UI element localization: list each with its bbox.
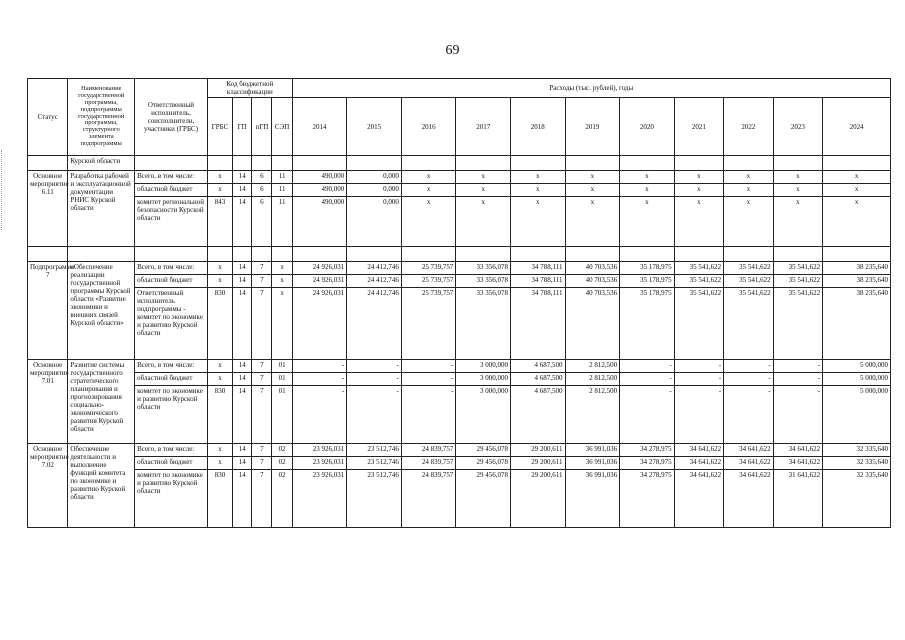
value-cell: 4 687,500 (510, 386, 565, 444)
cell-empty (510, 247, 565, 262)
value-cell: x (456, 184, 511, 197)
program-name-cell: Развитие системы государственного стратегического планирования и прогнозирования социально-экономического развития Курской области (68, 360, 135, 444)
code-cell: x (207, 262, 232, 275)
code-cell: 7 (252, 288, 272, 360)
value-cell: x (510, 197, 565, 247)
header-code-1: ГРБС (207, 98, 232, 156)
value-cell: x (401, 171, 456, 184)
cell-empty (456, 156, 511, 171)
value-cell: - (674, 386, 724, 444)
value-cell: 34 641,622 (674, 470, 724, 528)
table-row (28, 386, 891, 444)
value-cell: 33 356,078 (456, 288, 511, 360)
value-cell: - (401, 373, 456, 386)
table-row (28, 262, 891, 275)
header-status: Статус (28, 79, 68, 156)
code-cell: 14 (233, 262, 252, 275)
header-year: 2019 (565, 98, 620, 156)
value-cell: 35 541,622 (773, 262, 823, 275)
value-cell: 23 512,746 (347, 444, 402, 457)
cell-empty (272, 156, 292, 171)
value-cell: 0,000 (347, 171, 402, 184)
value-cell: 34 641,622 (724, 457, 774, 470)
value-cell: x (674, 171, 724, 184)
value-cell: 34 641,622 (674, 457, 724, 470)
value-cell: 32 335,640 (823, 444, 891, 457)
header-year: 2015 (347, 98, 402, 156)
header-year: 2024 (823, 98, 891, 156)
table-row (28, 171, 891, 184)
responsible-cell: Всего, в том числе: (135, 171, 208, 184)
cell-empty (674, 156, 724, 171)
code-cell: x (207, 171, 232, 184)
value-cell: 0,000 (347, 184, 402, 197)
value-cell: x (620, 184, 675, 197)
code-cell: 7 (252, 386, 272, 444)
spacer-row (28, 247, 891, 262)
value-cell: 35 541,622 (773, 288, 823, 360)
value-cell: 35 541,622 (724, 275, 774, 288)
value-cell: 490,000 (292, 184, 347, 197)
value-cell: 4 687,500 (510, 373, 565, 386)
carry-over-row (28, 156, 891, 171)
value-cell: 40 703,536 (565, 288, 620, 360)
cell-empty (565, 247, 620, 262)
value-cell: 490,000 (292, 197, 347, 247)
value-cell: 0,000 (347, 197, 402, 247)
code-cell: 14 (233, 373, 252, 386)
code-cell: 11 (272, 184, 292, 197)
value-cell: - (347, 373, 402, 386)
code-cell: 843 (207, 197, 232, 247)
value-cell: x (724, 184, 774, 197)
header-responsible: Ответственный исполнитель, соисполнители, участники (ГРБС) (135, 79, 208, 156)
carry-over-text: Курской области (68, 156, 135, 171)
value-cell: 38 235,640 (823, 275, 891, 288)
program-name-cell: Разработка рабочей и эксплуатационной документации РНИС Курской области (68, 171, 135, 247)
code-cell: 7 (252, 360, 272, 373)
value-cell: 25 739,757 (401, 288, 456, 360)
value-cell: 2 812,500 (565, 386, 620, 444)
value-cell: 35 541,622 (674, 288, 724, 360)
value-cell: - (620, 386, 675, 444)
cell-empty (620, 247, 675, 262)
status-cell: Основное мероприятие 6.11 (28, 171, 68, 247)
code-cell: 14 (233, 386, 252, 444)
cell-empty (252, 156, 272, 171)
value-cell: 24 839,757 (401, 444, 456, 457)
value-cell: x (565, 184, 620, 197)
status-cell: Основное мероприятие 7.01 (28, 360, 68, 444)
margin-marks (1, 150, 4, 230)
value-cell: 35 178,975 (620, 275, 675, 288)
value-cell: - (620, 360, 675, 373)
value-cell: 24 412,746 (347, 275, 402, 288)
value-cell: 24 839,757 (401, 457, 456, 470)
code-cell: 7 (252, 262, 272, 275)
value-cell: 24 839,757 (401, 470, 456, 528)
value-cell: x (823, 171, 891, 184)
cell-empty (401, 156, 456, 171)
value-cell: 34 641,622 (724, 444, 774, 457)
value-cell: 2 812,500 (565, 360, 620, 373)
table-row (28, 184, 891, 197)
header-year: 2017 (456, 98, 511, 156)
value-cell: 34 641,622 (773, 457, 823, 470)
cell-empty (135, 247, 208, 262)
value-cell: - (292, 386, 347, 444)
value-cell: - (674, 360, 724, 373)
code-cell: 11 (272, 197, 292, 247)
value-cell: x (823, 184, 891, 197)
value-cell: 29 456,078 (456, 444, 511, 457)
value-cell: x (674, 197, 724, 247)
value-cell: 34 788,111 (510, 275, 565, 288)
status-cell: Основное мероприятие 7.02 (28, 444, 68, 528)
code-cell: x (272, 288, 292, 360)
value-cell: - (401, 386, 456, 444)
value-cell: 3 000,000 (456, 360, 511, 373)
value-cell: 24 412,746 (347, 262, 402, 275)
value-cell: 36 991,036 (565, 470, 620, 528)
cell-empty (28, 156, 68, 171)
header-year: 2018 (510, 98, 565, 156)
value-cell: 5 000,000 (823, 360, 891, 373)
table-row (28, 373, 891, 386)
cell-empty (272, 247, 292, 262)
value-cell: 32 335,640 (823, 470, 891, 528)
code-cell: 14 (233, 288, 252, 360)
responsible-cell: комитет по экономике и развитию Курской области (135, 470, 208, 528)
value-cell: - (724, 360, 774, 373)
cell-empty (347, 247, 402, 262)
value-cell: 34 278,975 (620, 457, 675, 470)
table-row (28, 197, 891, 247)
header-year: 2022 (724, 98, 774, 156)
value-cell: 35 541,622 (674, 275, 724, 288)
value-cell: 40 703,536 (565, 275, 620, 288)
header-code-4: СЭП (272, 98, 292, 156)
responsible-cell: Всего, в том числе: (135, 444, 208, 457)
value-cell: 36 991,036 (565, 444, 620, 457)
value-cell: - (620, 373, 675, 386)
value-cell: 4 687,500 (510, 360, 565, 373)
value-cell: x (565, 171, 620, 184)
value-cell: x (724, 197, 774, 247)
value-cell: 25 739,757 (401, 275, 456, 288)
value-cell: x (456, 197, 511, 247)
code-cell: 830 (207, 470, 232, 528)
code-cell: 7 (252, 470, 272, 528)
header-code-3: пГП (252, 98, 272, 156)
responsible-cell: областной бюджет (135, 184, 208, 197)
header-year: 2023 (773, 98, 823, 156)
value-cell: 38 235,640 (823, 288, 891, 360)
code-cell: 01 (272, 373, 292, 386)
code-cell: 6 (252, 184, 272, 197)
responsible-cell: комитет региональной безопасности Курской области (135, 197, 208, 247)
table-row (28, 457, 891, 470)
value-cell: x (456, 171, 511, 184)
value-cell: 35 541,622 (724, 288, 774, 360)
code-cell: 830 (207, 386, 232, 444)
table-row (28, 288, 891, 360)
value-cell: 34 641,622 (773, 444, 823, 457)
value-cell: 23 926,031 (292, 444, 347, 457)
program-name-cell: Обеспечение деятельности и выполнение функций комитета по экономике и развитию Курской области (68, 444, 135, 528)
code-cell: 7 (252, 444, 272, 457)
header-budget-code: Код бюджетной классификации (207, 79, 292, 98)
code-cell: 14 (233, 360, 252, 373)
table-row (28, 470, 891, 528)
value-cell: 24 926,031 (292, 288, 347, 360)
value-cell: 23 926,031 (292, 457, 347, 470)
value-cell: - (724, 386, 774, 444)
code-cell: 14 (233, 171, 252, 184)
value-cell: 32 335,640 (823, 457, 891, 470)
value-cell: 29 200,611 (510, 470, 565, 528)
value-cell: x (510, 171, 565, 184)
code-cell: 14 (233, 184, 252, 197)
value-cell: 40 703,536 (565, 262, 620, 275)
code-cell: 14 (233, 470, 252, 528)
header-name: Наименование государственной программы, подпрограммы государственной программы, структурного элемента подпрограммы (68, 79, 135, 156)
value-cell: 24 926,031 (292, 262, 347, 275)
code-cell: 02 (272, 470, 292, 528)
value-cell: 33 356,078 (456, 262, 511, 275)
value-cell: 23 512,746 (347, 470, 402, 528)
value-cell: 2 812,500 (565, 373, 620, 386)
value-cell: 34 641,622 (724, 470, 774, 528)
cell-empty (68, 247, 135, 262)
value-cell: x (565, 197, 620, 247)
header-expenses: Расходы (тыс. рублей), годы (292, 79, 890, 98)
value-cell: x (401, 184, 456, 197)
value-cell: x (773, 171, 823, 184)
header-year: 2021 (674, 98, 724, 156)
value-cell: 490,000 (292, 171, 347, 184)
responsible-cell: Ответственный исполнитель подпрограммы - комитет по экономике и развитию Курской области (135, 288, 208, 360)
cell-empty (823, 247, 891, 262)
code-cell: 02 (272, 457, 292, 470)
value-cell: 25 739,757 (401, 262, 456, 275)
code-cell: 01 (272, 360, 292, 373)
code-cell: x (207, 444, 232, 457)
value-cell: - (674, 373, 724, 386)
code-cell: 01 (272, 386, 292, 444)
cell-empty (510, 156, 565, 171)
cell-empty (292, 156, 347, 171)
table-row (28, 275, 891, 288)
cell-empty (565, 156, 620, 171)
value-cell: 29 456,078 (456, 457, 511, 470)
responsible-cell: Всего, в том числе: (135, 360, 208, 373)
value-cell: x (510, 184, 565, 197)
code-cell: 14 (233, 444, 252, 457)
value-cell: 31 641,622 (773, 470, 823, 528)
value-cell: 3 000,000 (456, 386, 511, 444)
code-cell: 11 (272, 171, 292, 184)
header-year: 2020 (620, 98, 675, 156)
code-cell: 14 (233, 197, 252, 247)
value-cell: 38 235,640 (823, 262, 891, 275)
cell-empty (233, 156, 252, 171)
program-name-cell: «Обеспечение реализации государственной программы Курской области «Развитие экономики и внешних связей Курской области» (68, 262, 135, 360)
value-cell: - (292, 360, 347, 373)
code-cell: x (207, 275, 232, 288)
code-cell: 7 (252, 275, 272, 288)
responsible-cell: областной бюджет (135, 373, 208, 386)
value-cell: x (620, 171, 675, 184)
cell-empty (252, 247, 272, 262)
value-cell: - (292, 373, 347, 386)
value-cell: - (347, 360, 402, 373)
value-cell: 24 926,031 (292, 275, 347, 288)
value-cell: 29 200,611 (510, 444, 565, 457)
table-body (28, 171, 891, 528)
code-cell: 14 (233, 457, 252, 470)
value-cell: 35 541,622 (773, 275, 823, 288)
responsible-cell: Всего, в том числе: (135, 262, 208, 275)
value-cell: - (773, 360, 823, 373)
responsible-cell: областной бюджет (135, 275, 208, 288)
value-cell: 35 178,975 (620, 262, 675, 275)
cell-empty (135, 156, 208, 171)
code-cell: 830 (207, 288, 232, 360)
cell-empty (773, 247, 823, 262)
value-cell: - (773, 373, 823, 386)
value-cell: 3 000,000 (456, 373, 511, 386)
value-cell: 23 926,031 (292, 470, 347, 528)
value-cell: 34 641,622 (674, 444, 724, 457)
value-cell: x (724, 171, 774, 184)
value-cell: 24 412,746 (347, 288, 402, 360)
cell-empty (620, 156, 675, 171)
value-cell: x (773, 197, 823, 247)
value-cell: 34 788,111 (510, 288, 565, 360)
code-cell: 02 (272, 444, 292, 457)
value-cell: 35 178,975 (620, 288, 675, 360)
value-cell: x (674, 184, 724, 197)
header-code-2: ГП (233, 98, 252, 156)
code-cell: 7 (252, 457, 272, 470)
budget-table (27, 78, 891, 528)
value-cell: 29 456,078 (456, 470, 511, 528)
value-cell: - (347, 386, 402, 444)
cell-empty (401, 247, 456, 262)
value-cell: x (823, 197, 891, 247)
cell-empty (347, 156, 402, 171)
status-cell: Подпрограмма 7 (28, 262, 68, 360)
value-cell: 34 278,975 (620, 444, 675, 457)
value-cell: x (620, 197, 675, 247)
code-cell: 14 (233, 275, 252, 288)
value-cell: x (773, 184, 823, 197)
value-cell: - (724, 373, 774, 386)
code-cell: 6 (252, 171, 272, 184)
value-cell: - (773, 386, 823, 444)
cell-empty (724, 247, 774, 262)
responsible-cell: областной бюджет (135, 457, 208, 470)
cell-empty (28, 247, 68, 262)
page-number: 69 (445, 43, 460, 58)
cell-empty (823, 156, 891, 171)
value-cell: x (401, 197, 456, 247)
table-row (28, 444, 891, 457)
cell-empty (233, 247, 252, 262)
responsible-cell: комитет по экономике и развитию Курской области (135, 386, 208, 444)
code-cell: 6 (252, 197, 272, 247)
value-cell: 35 541,622 (724, 262, 774, 275)
value-cell: 23 512,746 (347, 457, 402, 470)
value-cell: 29 200,611 (510, 457, 565, 470)
value-cell: 5 000,000 (823, 373, 891, 386)
code-cell: x (272, 275, 292, 288)
code-cell: x (207, 184, 232, 197)
code-cell: x (207, 373, 232, 386)
cell-empty (773, 156, 823, 171)
value-cell: 35 541,622 (674, 262, 724, 275)
value-cell: 34 278,975 (620, 470, 675, 528)
value-cell: 33 356,078 (456, 275, 511, 288)
code-cell: x (272, 262, 292, 275)
code-cell: x (207, 457, 232, 470)
cell-empty (456, 247, 511, 262)
cell-empty (724, 156, 774, 171)
cell-empty (207, 247, 232, 262)
table-row (28, 360, 891, 373)
cell-empty (207, 156, 232, 171)
value-cell: 34 788,111 (510, 262, 565, 275)
cell-empty (674, 247, 724, 262)
value-cell: 36 991,036 (565, 457, 620, 470)
code-cell: 7 (252, 373, 272, 386)
value-cell: 5 000,000 (823, 386, 891, 444)
value-cell: - (401, 360, 456, 373)
code-cell: x (207, 360, 232, 373)
header-year: 2014 (292, 98, 347, 156)
header-year: 2016 (401, 98, 456, 156)
cell-empty (292, 247, 347, 262)
